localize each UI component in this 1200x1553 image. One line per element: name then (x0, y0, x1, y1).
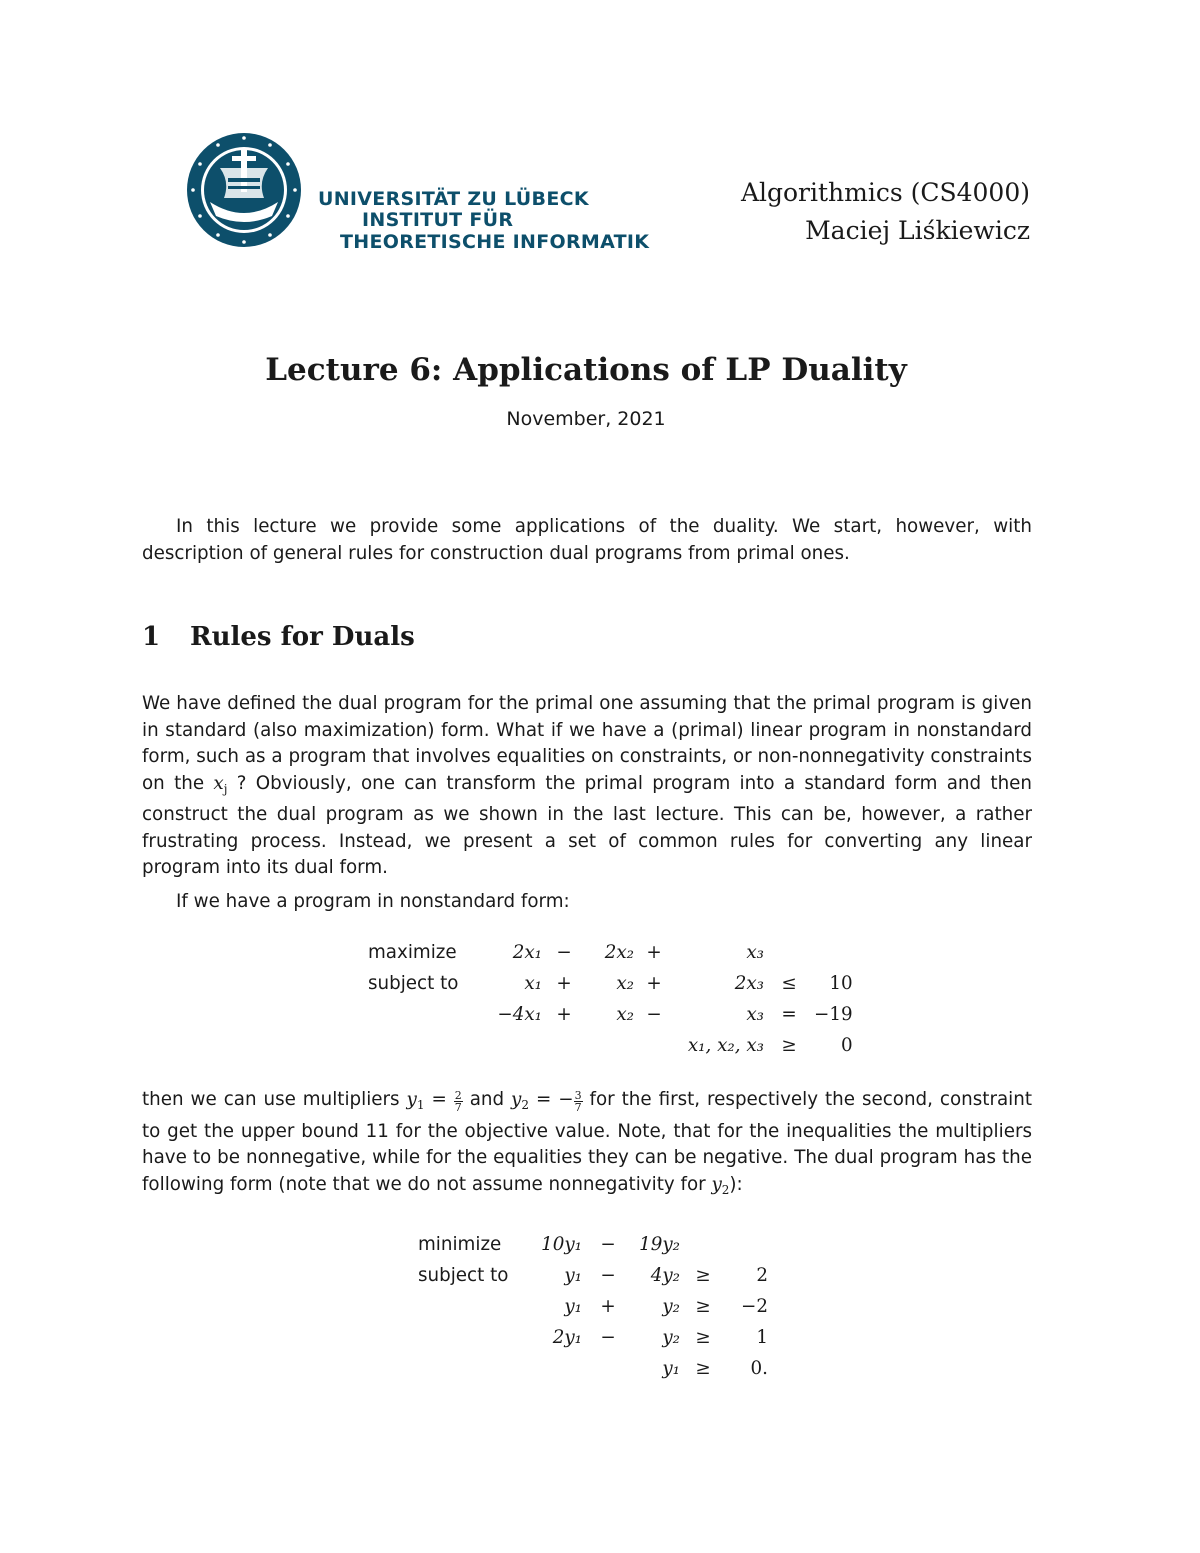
dual-row (418, 1322, 768, 1353)
fraction-2-7 (454, 1090, 463, 1113)
lp-cell: subject to (418, 1265, 509, 1286)
institute-logo-text (318, 188, 649, 253)
section-heading (142, 622, 415, 652)
lp-cell: ≥ (695, 1265, 711, 1286)
lp-cell: ≥ (695, 1327, 711, 1348)
lp-cell: 2 (756, 1265, 768, 1286)
lp-cell: − (556, 942, 572, 963)
lp-cell (542, 1030, 586, 1061)
text-run: ): (729, 1173, 743, 1195)
lp-cell: x₁, x₂, x₃ (687, 1035, 764, 1056)
lp-cell: + (600, 1296, 616, 1317)
lp-cell: + (646, 973, 662, 994)
dual-program-table (418, 1229, 768, 1384)
math-sub: j (223, 781, 228, 796)
lp-cell (680, 1229, 726, 1260)
frac-den: 7 (454, 1101, 462, 1114)
math-var: y (711, 1173, 722, 1195)
institute-name: THEORETISCHE INFORMATIK (340, 231, 650, 253)
lp-cell: subject to (368, 973, 459, 994)
math-sub: 1 (416, 1098, 425, 1112)
lp-cell: ≥ (781, 1035, 797, 1056)
lp-cell: − (646, 1004, 662, 1025)
university-name: UNIVERSITÄT ZU LÜBECK (318, 188, 589, 210)
primal-row (368, 968, 853, 999)
section-number: 1 (142, 622, 161, 652)
section-title: Rules for Duals (190, 622, 415, 652)
lp-cell: 2x₂ (604, 942, 634, 963)
rules-paragraph (142, 691, 1032, 882)
lp-cell (586, 1030, 634, 1061)
dual-row (418, 1353, 768, 1384)
lp-cell (480, 1030, 542, 1061)
lp-cell: x₂ (616, 973, 634, 994)
lp-cell: minimize (418, 1234, 502, 1255)
math-eq: = (424, 1089, 454, 1110)
primal-program-table (368, 937, 853, 1061)
lp-cell: x₁ (524, 973, 542, 994)
lp-cell: y₁ (564, 1265, 582, 1286)
dual-row (418, 1229, 768, 1260)
lp-cell (368, 1030, 480, 1061)
lp-cell (764, 937, 814, 968)
math-var: y (406, 1089, 417, 1110)
lp-cell (726, 1229, 768, 1260)
lp-cell: x₃ (746, 942, 764, 963)
math-eq: = − (529, 1089, 574, 1110)
lp-cell: 0. (750, 1358, 768, 1379)
lp-cell: = (781, 1004, 797, 1025)
math-var: x (213, 772, 224, 794)
lp-cell (530, 1353, 582, 1384)
math-y1 (407, 1089, 425, 1110)
lp-cell: 1 (756, 1327, 768, 1348)
lp-cell (814, 937, 853, 968)
lp-cell: −2 (741, 1296, 768, 1317)
math-sub: 2 (721, 1182, 730, 1197)
frac-den: 7 (574, 1101, 582, 1114)
lp-cell: 2y₁ (552, 1327, 582, 1348)
lp-cell: −4x₁ (497, 1004, 542, 1025)
lp-cell (368, 999, 480, 1030)
lp-cell: x₃ (746, 1004, 764, 1025)
lp-cell: y₁ (662, 1358, 680, 1379)
text-run: ? Obviously, one can transform the primal program into a standard form and then construct the dual program as we shown in the last lecture. This can be, however, a rather frustrating process. Instead, we present a set of common rules for converting any linear program into its dual form. (142, 772, 1032, 878)
math-y2-ref (711, 1174, 729, 1195)
lp-cell: ≤ (781, 973, 797, 994)
lp-cell: 10 (829, 973, 853, 994)
frac-num: 3 (574, 1089, 582, 1102)
lp-cell (418, 1291, 530, 1322)
course-name: Algorithmics (CS4000) (740, 178, 1030, 207)
author-name: Maciej Liśkiewicz (805, 216, 1030, 245)
lp-cell (634, 1030, 674, 1061)
lp-cell: 4y₂ (650, 1265, 680, 1286)
math-var: y (511, 1089, 522, 1110)
lp-cell: − (600, 1265, 616, 1286)
dual-row (418, 1291, 768, 1322)
intro-paragraph: In this lecture we provide some applications of the duality. We start, however, with description of general rules for construction dual programs from primal ones. (142, 516, 1032, 564)
frac-num: 2 (454, 1089, 462, 1102)
lp-cell: 19y₂ (639, 1234, 680, 1255)
lp-cell: maximize (368, 942, 457, 963)
lp-cell: + (556, 973, 572, 994)
lecture-title: Lecture 6: Applications of LP Duality (265, 352, 907, 388)
text-run: then we can use multipliers (142, 1089, 407, 1110)
math-y2 (511, 1089, 529, 1110)
primal-row (368, 999, 853, 1030)
lp-cell: y₂ (662, 1327, 680, 1348)
math-sub: 2 (521, 1098, 530, 1112)
lp-cell: x₂ (616, 1004, 634, 1025)
text-run: We have defined the dual program for the primal one assuming that the primal program is given in standard (also maximization) form. What if we have a (primal) linear program in nonstandard form, such as a program that involves equalities on constraints, or non-nonnegativity constraints on the (142, 693, 1032, 794)
lp-cell: y₂ (662, 1296, 680, 1317)
lp-cell: ≥ (695, 1358, 711, 1379)
university-seal-logo (184, 128, 304, 252)
lp-cell: + (556, 1004, 572, 1025)
lp-cell: 0 (840, 1035, 853, 1056)
lp-cell (582, 1353, 634, 1384)
institute-line: INSTITUT FÜR (362, 209, 514, 231)
lp-cell: ≥ (695, 1296, 711, 1317)
text-run: and (462, 1089, 512, 1110)
lp-cell (418, 1353, 530, 1384)
lecture-date: November, 2021 (506, 408, 666, 430)
text-run: for the first, respectively the second, constraint to get the upper bound 11 for the objective value. Note, that for the inequalities the multipliers have to be nonnegative, while for the equalities they can be negative. The dual program has the following form (note that we do not assume nonnegativity for (142, 1089, 1032, 1195)
lp-cell: 2x₃ (734, 973, 764, 994)
lp-cell: y₁ (564, 1296, 582, 1317)
lp-cell: + (646, 942, 662, 963)
lp-cell: − (600, 1234, 616, 1255)
lp-cell (418, 1322, 530, 1353)
lp-cell: − (600, 1327, 616, 1348)
lp-cell: 2x₁ (512, 942, 542, 963)
primal-row (368, 1030, 853, 1061)
course-info (741, 174, 1030, 250)
primal-row (368, 937, 853, 968)
nonstandard-intro: If we have a program in nonstandard form: (176, 891, 570, 912)
math-x-j (213, 773, 227, 794)
fraction-3-7 (574, 1090, 583, 1113)
multipliers-paragraph (142, 1087, 1032, 1203)
lp-cell: −19 (814, 1004, 853, 1025)
dual-row (418, 1260, 768, 1291)
lp-cell: 10y₁ (541, 1234, 582, 1255)
